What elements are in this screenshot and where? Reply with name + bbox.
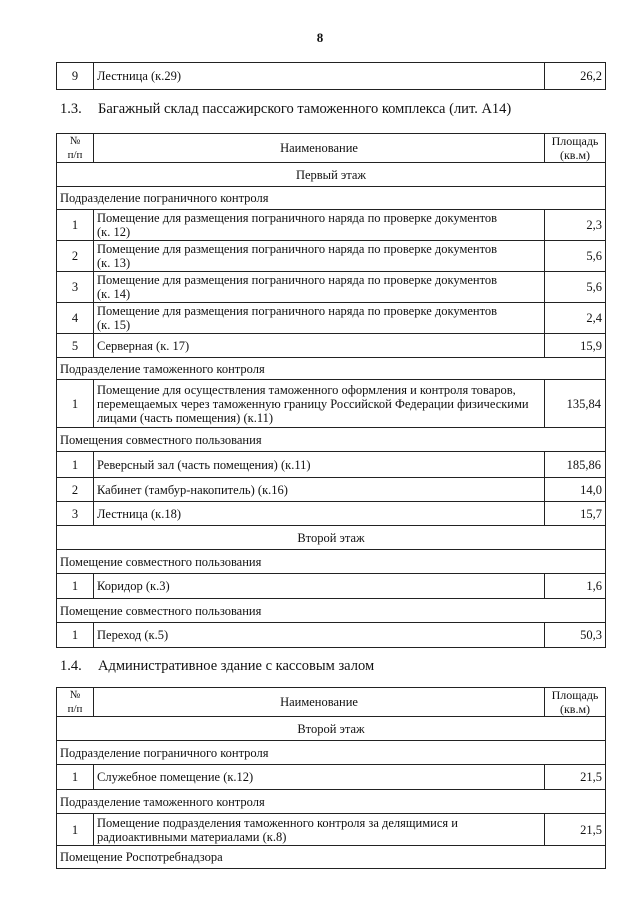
- group-row: [57, 428, 606, 452]
- table-header: [57, 688, 606, 717]
- group-row: [57, 358, 606, 380]
- row-name: Помещение для размещения пограничного наряда по проверке документов (к. 15): [94, 303, 545, 334]
- row-area: 2,3: [545, 210, 606, 241]
- row-area: 15,9: [545, 334, 606, 358]
- group-label: Подразделение пограничного контроля: [57, 741, 606, 765]
- row-name: Помещение для осуществления таможенного оформления и контроля товаров, перемещаемых через таможенную границу Российской Федерации физическими лицами (часть помещения) (к.11): [94, 380, 545, 428]
- row-name: Помещение для размещения пограничного наряда по проверке документов (к. 13): [94, 241, 545, 272]
- table-row: [57, 210, 606, 241]
- row-area: 21,5: [545, 765, 606, 790]
- row-name: Серверная (к. 17): [94, 334, 545, 358]
- table-row: [57, 574, 606, 599]
- group-row: [57, 187, 606, 210]
- row-area: 135,84: [545, 380, 606, 428]
- group-label: Подразделение пограничного контроля: [57, 187, 606, 210]
- group-label: Помещения совместного пользования: [57, 428, 606, 452]
- row-area: 1,6: [545, 574, 606, 599]
- section-title: Багажный склад пассажирского таможенного комплекса (лит. А14): [98, 101, 512, 117]
- floor-row: [57, 163, 606, 187]
- group-row: [57, 846, 606, 869]
- table-header: [57, 134, 606, 163]
- table-row: [57, 241, 606, 272]
- floor-label: Первый этаж: [57, 163, 606, 187]
- row-number: 1: [57, 814, 94, 846]
- table-row: [57, 814, 606, 846]
- table-row: [57, 478, 606, 502]
- row-name: Помещение для размещения пограничного наряда по проверке документов (к. 12): [94, 210, 545, 241]
- row-number: 1: [57, 623, 94, 648]
- table-row: [57, 380, 606, 428]
- row-number: 2: [57, 478, 94, 502]
- row-area: 5,6: [545, 272, 606, 303]
- row-name: Служебное помещение (к.12): [94, 765, 545, 790]
- table-row: [57, 623, 606, 648]
- group-label: Помещение совместного пользования: [57, 599, 606, 623]
- table-row: [57, 303, 606, 334]
- header-number: № п/п: [57, 134, 94, 163]
- header-area: Площадь (кв.м): [545, 134, 606, 163]
- row-number: 1: [57, 210, 94, 241]
- section-table: [56, 687, 606, 869]
- table-row: [57, 272, 606, 303]
- floor-label: Второй этаж: [57, 717, 606, 741]
- row-number: 3: [57, 502, 94, 526]
- row-number: 2: [57, 241, 94, 272]
- table-row: [57, 452, 606, 478]
- section-number: 1.4.: [60, 658, 82, 674]
- row-area: 26,2: [545, 63, 606, 90]
- row-number: 4: [57, 303, 94, 334]
- section-heading: [60, 658, 374, 675]
- group-row: [57, 599, 606, 623]
- group-row: [57, 790, 606, 814]
- header-number: № п/п: [57, 688, 94, 717]
- section-table: [56, 133, 606, 648]
- section-number: 1.3.: [60, 101, 82, 117]
- floor-row: [57, 526, 606, 550]
- row-name: Лестница (к.29): [94, 63, 545, 90]
- row-name: Переход (к.5): [94, 623, 545, 648]
- row-name: Кабинет (тамбур-накопитель) (к.16): [94, 478, 545, 502]
- row-area: 14,0: [545, 478, 606, 502]
- section-heading: [60, 101, 511, 118]
- group-row: [57, 550, 606, 574]
- group-label: Помещение Роспотребнадзора: [57, 846, 606, 869]
- floor-row: [57, 717, 606, 741]
- group-row: [57, 741, 606, 765]
- row-area: 15,7: [545, 502, 606, 526]
- row-name: Лестница (к.18): [94, 502, 545, 526]
- header-name: Наименование: [94, 688, 545, 717]
- table-row: [57, 63, 606, 90]
- row-number: 1: [57, 380, 94, 428]
- row-number: 1: [57, 452, 94, 478]
- row-area: 2,4: [545, 303, 606, 334]
- row-name: Помещение для размещения пограничного наряда по проверке документов (к. 14): [94, 272, 545, 303]
- table-row: [57, 765, 606, 790]
- row-name: Коридор (к.3): [94, 574, 545, 599]
- header-name: Наименование: [94, 134, 545, 163]
- row-name: Реверсный зал (часть помещения) (к.11): [94, 452, 545, 478]
- table-row: [57, 334, 606, 358]
- header-area: Площадь (кв.м): [545, 688, 606, 717]
- floor-label: Второй этаж: [57, 526, 606, 550]
- row-area: 185,86: [545, 452, 606, 478]
- row-number: 1: [57, 765, 94, 790]
- row-number: 5: [57, 334, 94, 358]
- group-label: Подразделение таможенного контроля: [57, 790, 606, 814]
- row-number: 3: [57, 272, 94, 303]
- section-title: Административное здание с кассовым залом: [98, 658, 375, 674]
- row-number: 9: [57, 63, 94, 90]
- page-number: 8: [316, 30, 324, 45]
- continuation-table: [56, 62, 606, 90]
- group-label: Помещение совместного пользования: [57, 550, 606, 574]
- table-row: [57, 502, 606, 526]
- row-area: 5,6: [545, 241, 606, 272]
- group-label: Подразделение таможенного контроля: [57, 358, 606, 380]
- row-area: 50,3: [545, 623, 606, 648]
- row-name: Помещение подразделения таможенного контроля за делящимися и радиоактивными материалами (к.8): [94, 814, 545, 846]
- row-area: 21,5: [545, 814, 606, 846]
- row-number: 1: [57, 574, 94, 599]
